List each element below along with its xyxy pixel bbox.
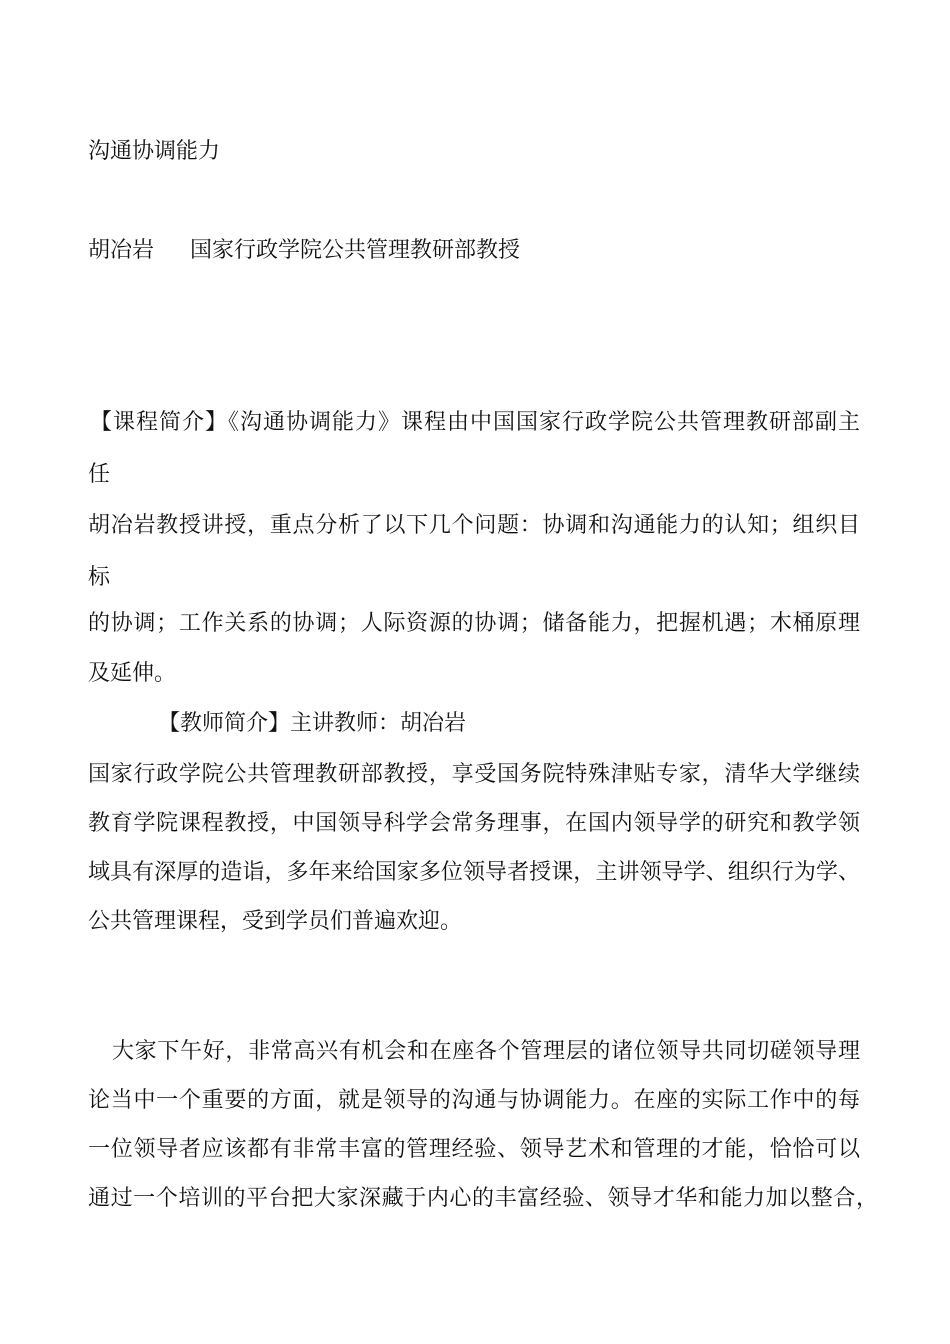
course-intro-line: 的协调；工作关系的协调；人际资源的协调；储备能力，把握机遇；木桶原理 [88, 611, 860, 636]
speech-line: 大家下午好，非常高兴有机会和在座各个管理层的诸位领导共同切磋领导理 [112, 1039, 860, 1064]
teacher-intro-line: 国家行政学院公共管理教研部教授，享受国务院特殊津贴专家，清华大学继续 [88, 762, 860, 787]
speech-line: 通过一个培训的平台把大家深藏于内心的丰富经验、领导才华和能力加以整合， [88, 1186, 878, 1211]
teacher-intro-line: 教育学院课程教授，中国领导科学会常务理事，在国内领导学的研究和教学领 [88, 811, 860, 836]
course-intro-line: 【课程简介】《沟通协调能力》课程由中国国家行政学院公共管理教研部副主 [90, 410, 860, 435]
author-name: 胡冶岩 [88, 238, 155, 263]
speech-line: 一位领导者应该都有非常丰富的管理经验、领导艺术和管理的才能，恰恰可以 [88, 1137, 860, 1162]
author-line [88, 237, 520, 265]
document-title: 沟通协调能力 [88, 139, 221, 164]
teacher-intro-heading: 【教师简介】主讲教师：胡冶岩 [158, 711, 467, 736]
teacher-intro-line: 域具有深厚的造诣，多年来给国家多位领导者授课，主讲领导学、组织行为学、 [88, 860, 860, 885]
course-intro-line: 任 [88, 462, 111, 487]
course-intro-line: 胡冶岩教授讲授，重点分析了以下几个问题：协调和沟通能力的认知；组织目 [88, 513, 860, 538]
course-intro-line: 及延伸。 [88, 661, 177, 686]
course-intro-line: 标 [88, 565, 111, 590]
speech-line: 论当中一个重要的方面，就是领导的沟通与协调能力。在座的实际工作中的每 [88, 1088, 860, 1113]
teacher-intro-line: 公共管理课程，受到学员们普遍欢迎。 [88, 909, 463, 934]
author-affiliation: 国家行政学院公共管理教研部教授 [190, 238, 521, 263]
